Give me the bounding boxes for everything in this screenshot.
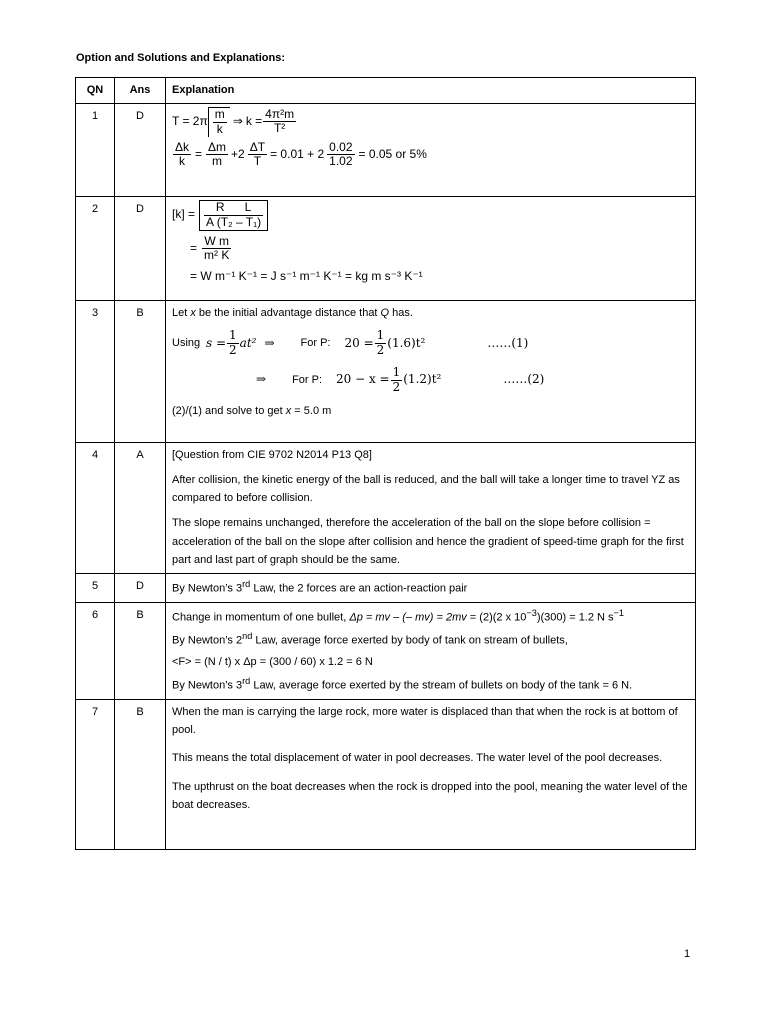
explanation-cell <box>166 602 696 700</box>
equation-uncertainty <box>172 141 689 170</box>
explanation-cell <box>166 104 696 197</box>
ans-cell: D <box>115 104 166 197</box>
page-number: 1 <box>684 948 691 960</box>
header-explanation: Explanation <box>166 78 696 104</box>
fraction-numerator: m <box>214 107 225 121</box>
fraction-numerator: 0.02 <box>329 139 353 154</box>
implies-arrow: ⇒ <box>264 335 275 350</box>
equation-text: [k] = <box>172 207 196 222</box>
explanation-cell <box>166 197 696 301</box>
fraction-denominator: A (T₂ – T₁) <box>206 214 262 229</box>
explanation-text: (2)/(1) and solve to get x = 5.0 m <box>172 405 332 418</box>
fraction-numerator: 4π²m <box>265 106 295 121</box>
fraction-denominator: T² <box>273 121 286 136</box>
explanation-text: Let x be the initial advantage distance that Q has. <box>172 307 413 319</box>
equation-units-result: = W m⁻¹ K⁻¹ = J s⁻¹ m⁻¹ K⁻¹ = kg m s⁻³ K⁻¹ <box>190 269 423 284</box>
ans-cell: B <box>115 602 166 700</box>
explanation-text: By Newton’s 2nd Law, average force exerted by body of tank on stream of bullets, <box>172 631 568 648</box>
explanation-text: The upthrust on the boat decreases when the rock is dropped into the pool, meaning the water level of the boat decreases. <box>172 780 688 811</box>
explanation-text: Change in momentum of one bullet, Δp = mv – (– mv) = 2mv = (2)(2 x $10^{-3})(300) = 1.2$ N $s^{-1}$ <box>172 607 624 624</box>
fraction-numerator: Δm <box>208 139 227 154</box>
table-row <box>76 104 696 197</box>
fraction-numerator: ΔT <box>249 139 266 154</box>
fraction-denominator: k <box>216 121 223 136</box>
table-row <box>76 700 696 850</box>
equation-text: = <box>195 146 203 161</box>
explanation-text: <F> = (N / t) x Δp = (300 / 60) x 1.2 = 6 N <box>172 656 373 669</box>
fraction-denominator: m² K <box>204 248 230 263</box>
fraction-denominator: 1.02 <box>329 154 353 169</box>
square-root <box>208 107 230 137</box>
table-row <box>76 197 696 301</box>
table-row <box>76 443 696 574</box>
explanation-cell <box>166 443 696 574</box>
qn-cell: 3 <box>76 301 115 443</box>
equation-text: = 0.05 or 5% <box>358 146 427 161</box>
explanation-text: By Newton’s 3rd Law, average force exerted by the stream of bullets on body of the tank = 6 N. <box>172 676 633 693</box>
explanation-text: [Question from CIE 9702 N2014 P13 Q8] <box>172 449 372 461</box>
table-header-row <box>76 78 696 104</box>
explanation-text: This means the total displacement of water in pool decreases. The water level of the pool decreases. <box>172 752 663 765</box>
fraction-denominator: k <box>179 154 185 169</box>
table-row <box>76 602 696 700</box>
equation-text: T = 2π <box>172 113 208 128</box>
explanation-cell <box>166 301 696 443</box>
fraction-numerator: R L <box>204 201 263 216</box>
equation-kinematics-2: ⇒ For P: 20 − x = $\frac{1}{2}$ (1.2)t² ……(2) <box>256 364 545 394</box>
qn-cell: 6 <box>76 602 115 700</box>
equation-tag: ……(2) <box>503 372 545 387</box>
explanation-text: By Newton’s 3rd Law, the 2 forces are an action-reaction pair <box>172 578 468 595</box>
ans-cell: D <box>115 197 166 301</box>
ans-cell: B <box>115 700 166 850</box>
table-row <box>76 301 696 443</box>
solutions-table <box>75 77 696 850</box>
fraction-denominator: m <box>212 154 223 169</box>
qn-cell: 7 <box>76 700 115 850</box>
explanation-cell <box>166 700 696 850</box>
ans-cell: B <box>115 301 166 443</box>
header-qn: QN <box>76 78 115 104</box>
equation-text: k = <box>245 113 263 128</box>
ans-cell: A <box>115 443 166 574</box>
fraction-numerator: Δk <box>175 139 190 154</box>
implies-arrow: ⇒ <box>256 372 267 387</box>
explanation-cell <box>166 573 696 602</box>
fraction-numerator: W m <box>202 235 231 250</box>
equation-text: = <box>190 240 198 255</box>
equation-kinematics-1: Using s = $\frac{1}{2}$ at² ⇒ For P: 20 = $\frac{1}{2}$ (1.6)t² ……(1) <box>172 328 529 357</box>
qn-cell: 5 <box>76 573 115 602</box>
equation-dimension <box>172 200 689 231</box>
table-row <box>76 573 696 602</box>
explanation-text: After collision, the kinetic energy of the ball is reduced, and the ball will take a longer time to travel YZ as compared to before collision. <box>172 474 680 505</box>
qn-cell: 1 <box>76 104 115 197</box>
ans-cell: D <box>115 573 166 602</box>
fraction-denominator: T <box>253 154 262 169</box>
explanation-text: When the man is carrying the large rock, more water is displaced than that when the rock is at bottom of pool. <box>172 706 678 737</box>
header-ans: Ans <box>115 78 166 104</box>
implies-arrow: ⇒ <box>232 113 243 128</box>
equation-units <box>172 235 689 264</box>
document-heading: Option and Solutions and Explanations: <box>76 52 285 64</box>
qn-cell: 4 <box>76 443 115 574</box>
equation-period <box>172 107 689 137</box>
explanation-text: The slope remains unchanged, therefore the acceleration of the ball on the slope before collision = acceleration of the ball on the slope after collision and hence the gradient of speed-time graph for the first part and last part of graph should be the same. <box>172 517 684 566</box>
equation-text: = 0.01 + 2 <box>270 146 325 161</box>
equation-text: +2 <box>231 146 245 161</box>
qn-cell: 2 <box>76 197 115 301</box>
equation-tag: ……(1) <box>487 335 529 350</box>
